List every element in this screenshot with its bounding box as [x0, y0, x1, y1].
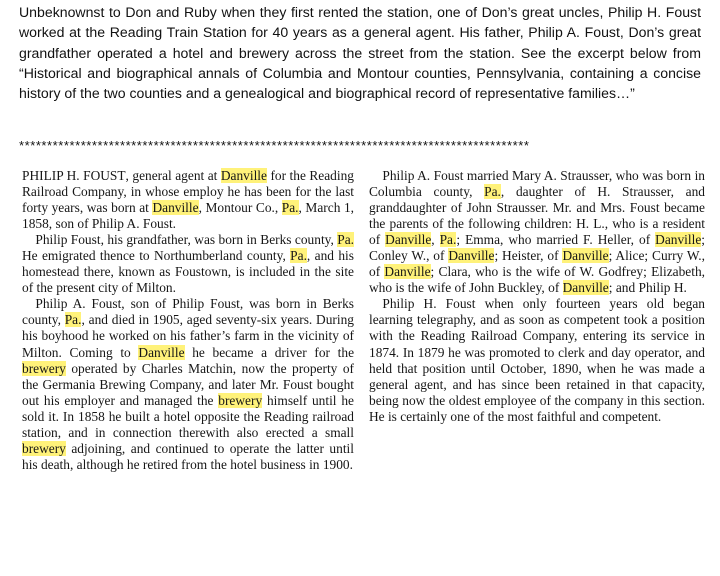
- text-run: , and died in 1905, aged seventy-six years. During his boyhood he worked on his father’s farm in the vicinity of Milton. Coming to: [22, 312, 354, 360]
- text-run: Philip A. Foust married Mary A. Strausser, who was born in Columbia county,: [369, 168, 705, 200]
- text-run: ; Alice; Curry W., of: [369, 248, 705, 280]
- intro-text: [19, 2, 701, 103]
- entry-name: PHILIP H. FOUST: [22, 168, 126, 183]
- text-run: ; Conley W., of: [369, 232, 705, 264]
- text-run: ; Clara, who is the wife of W. Godfrey; Elizabeth, who is the wife of John Buckley, of: [369, 264, 705, 296]
- text-run: Philip Foust, his grandfather, was born in Berks county,: [22, 232, 338, 248]
- text-run: for the Reading Railroad Company, in whose employ he has been for the last forty years, was born at: [22, 168, 354, 216]
- text-run: adjoining, and continued to operate the latter until his death, although he retired from the hotel business in 1900.: [22, 440, 354, 472]
- highlighted-term: Danville: [138, 344, 185, 360]
- text-run: himself until he sold it. In 1858 he built a hotel opposite the Reading railroad station, and in connection therewith also erected a small: [22, 392, 354, 440]
- highlighted-term: Pa.: [64, 312, 82, 328]
- highlighted-term: brewery: [22, 360, 66, 376]
- excerpt-left-column: [22, 168, 354, 473]
- text-run: , Montour Co.,: [198, 200, 282, 216]
- text-run: , and his homestead there, known as Foustown, is included in the site of the present city of Milton.: [22, 248, 354, 296]
- highlighted-term: Pa.: [439, 232, 457, 248]
- text-run: ,: [431, 232, 440, 248]
- highlighted-term: brewery: [218, 392, 263, 408]
- highlighted-term: Danville: [152, 200, 199, 216]
- text-run: , daughter of H. Strausser, and granddaughter of John Strausser. Mr. and Mrs. Foust became the parents of the following children: H. L., who is a resident of: [369, 184, 705, 248]
- excerpt-right-column: [369, 168, 705, 425]
- text-run: he became a driver for the: [184, 344, 355, 360]
- highlighted-term: Danville: [562, 280, 609, 296]
- highlighted-term: Danville: [448, 248, 495, 264]
- highlighted-term: Pa.: [337, 232, 354, 248]
- highlighted-term: Danville: [562, 248, 609, 264]
- separator-line: *******************************************************************************************: [19, 139, 530, 153]
- text-run: , March 1, 1858, son of Philip A. Foust.: [22, 200, 354, 232]
- highlighted-term: brewery: [22, 440, 66, 456]
- text-run: Unbeknownst to Don and Ruby when they first rented the station, one of Don’s great uncles, Philip H. Foust worked at the Reading Train Station for 40 years as a general agent. His father, Philip A. Foust, Don’s great grandfather operated a hotel and brewery across the street from the station. See the excerpt below from “Historical and biographical annals of Columbia and Montour counties, Pennsylvania, containing a concise history of the two counties and a genealogical and biographical record of representative families…”: [19, 4, 701, 102]
- excerpt-paragraph: [22, 296, 354, 473]
- highlighted-term: Pa.: [484, 184, 501, 200]
- highlighted-term: Danville: [655, 232, 702, 248]
- excerpt-paragraph: [22, 168, 354, 232]
- highlighted-term: Danville: [220, 168, 267, 183]
- excerpt-paragraph: [369, 168, 705, 296]
- text-run: ; Heister, of: [494, 248, 563, 264]
- highlighted-term: Pa.: [290, 248, 307, 264]
- text-run: ; Emma, who married F. Heller, of: [456, 232, 656, 248]
- excerpt-paragraph: [369, 296, 705, 424]
- text-run: ; and Philip H.: [608, 280, 687, 296]
- text-run: He emigrated thence to Northumberland county,: [22, 248, 291, 264]
- highlighted-term: Danville: [385, 232, 432, 248]
- intro-paragraph: [19, 2, 701, 103]
- text-run: Philip A. Foust, son of Philip Foust, was born in Berks county,: [22, 296, 354, 328]
- excerpt-paragraph: [22, 232, 354, 296]
- highlighted-term: Danville: [384, 264, 431, 280]
- highlighted-term: Pa.: [281, 200, 299, 216]
- text-run: , general agent at: [125, 168, 221, 183]
- text-run: operated by Charles Matchin, now the property of the Germania Brewing Company, and later Mr. Foust bought out his employer and managed the: [22, 360, 354, 408]
- text-run: Philip H. Foust when only fourteen years old began learning telegraphy, and as soon as competent took a position with the Reading Railroad Company, entering its service in 1874. In 1879 he was promoted to clerk and day operator, and held that position until October, 1890, when he was made a general agent, and has since been retained in that capacity, being now the oldest employee of the company in this section. He is certainly one of the most faithful and competent.: [369, 296, 705, 424]
